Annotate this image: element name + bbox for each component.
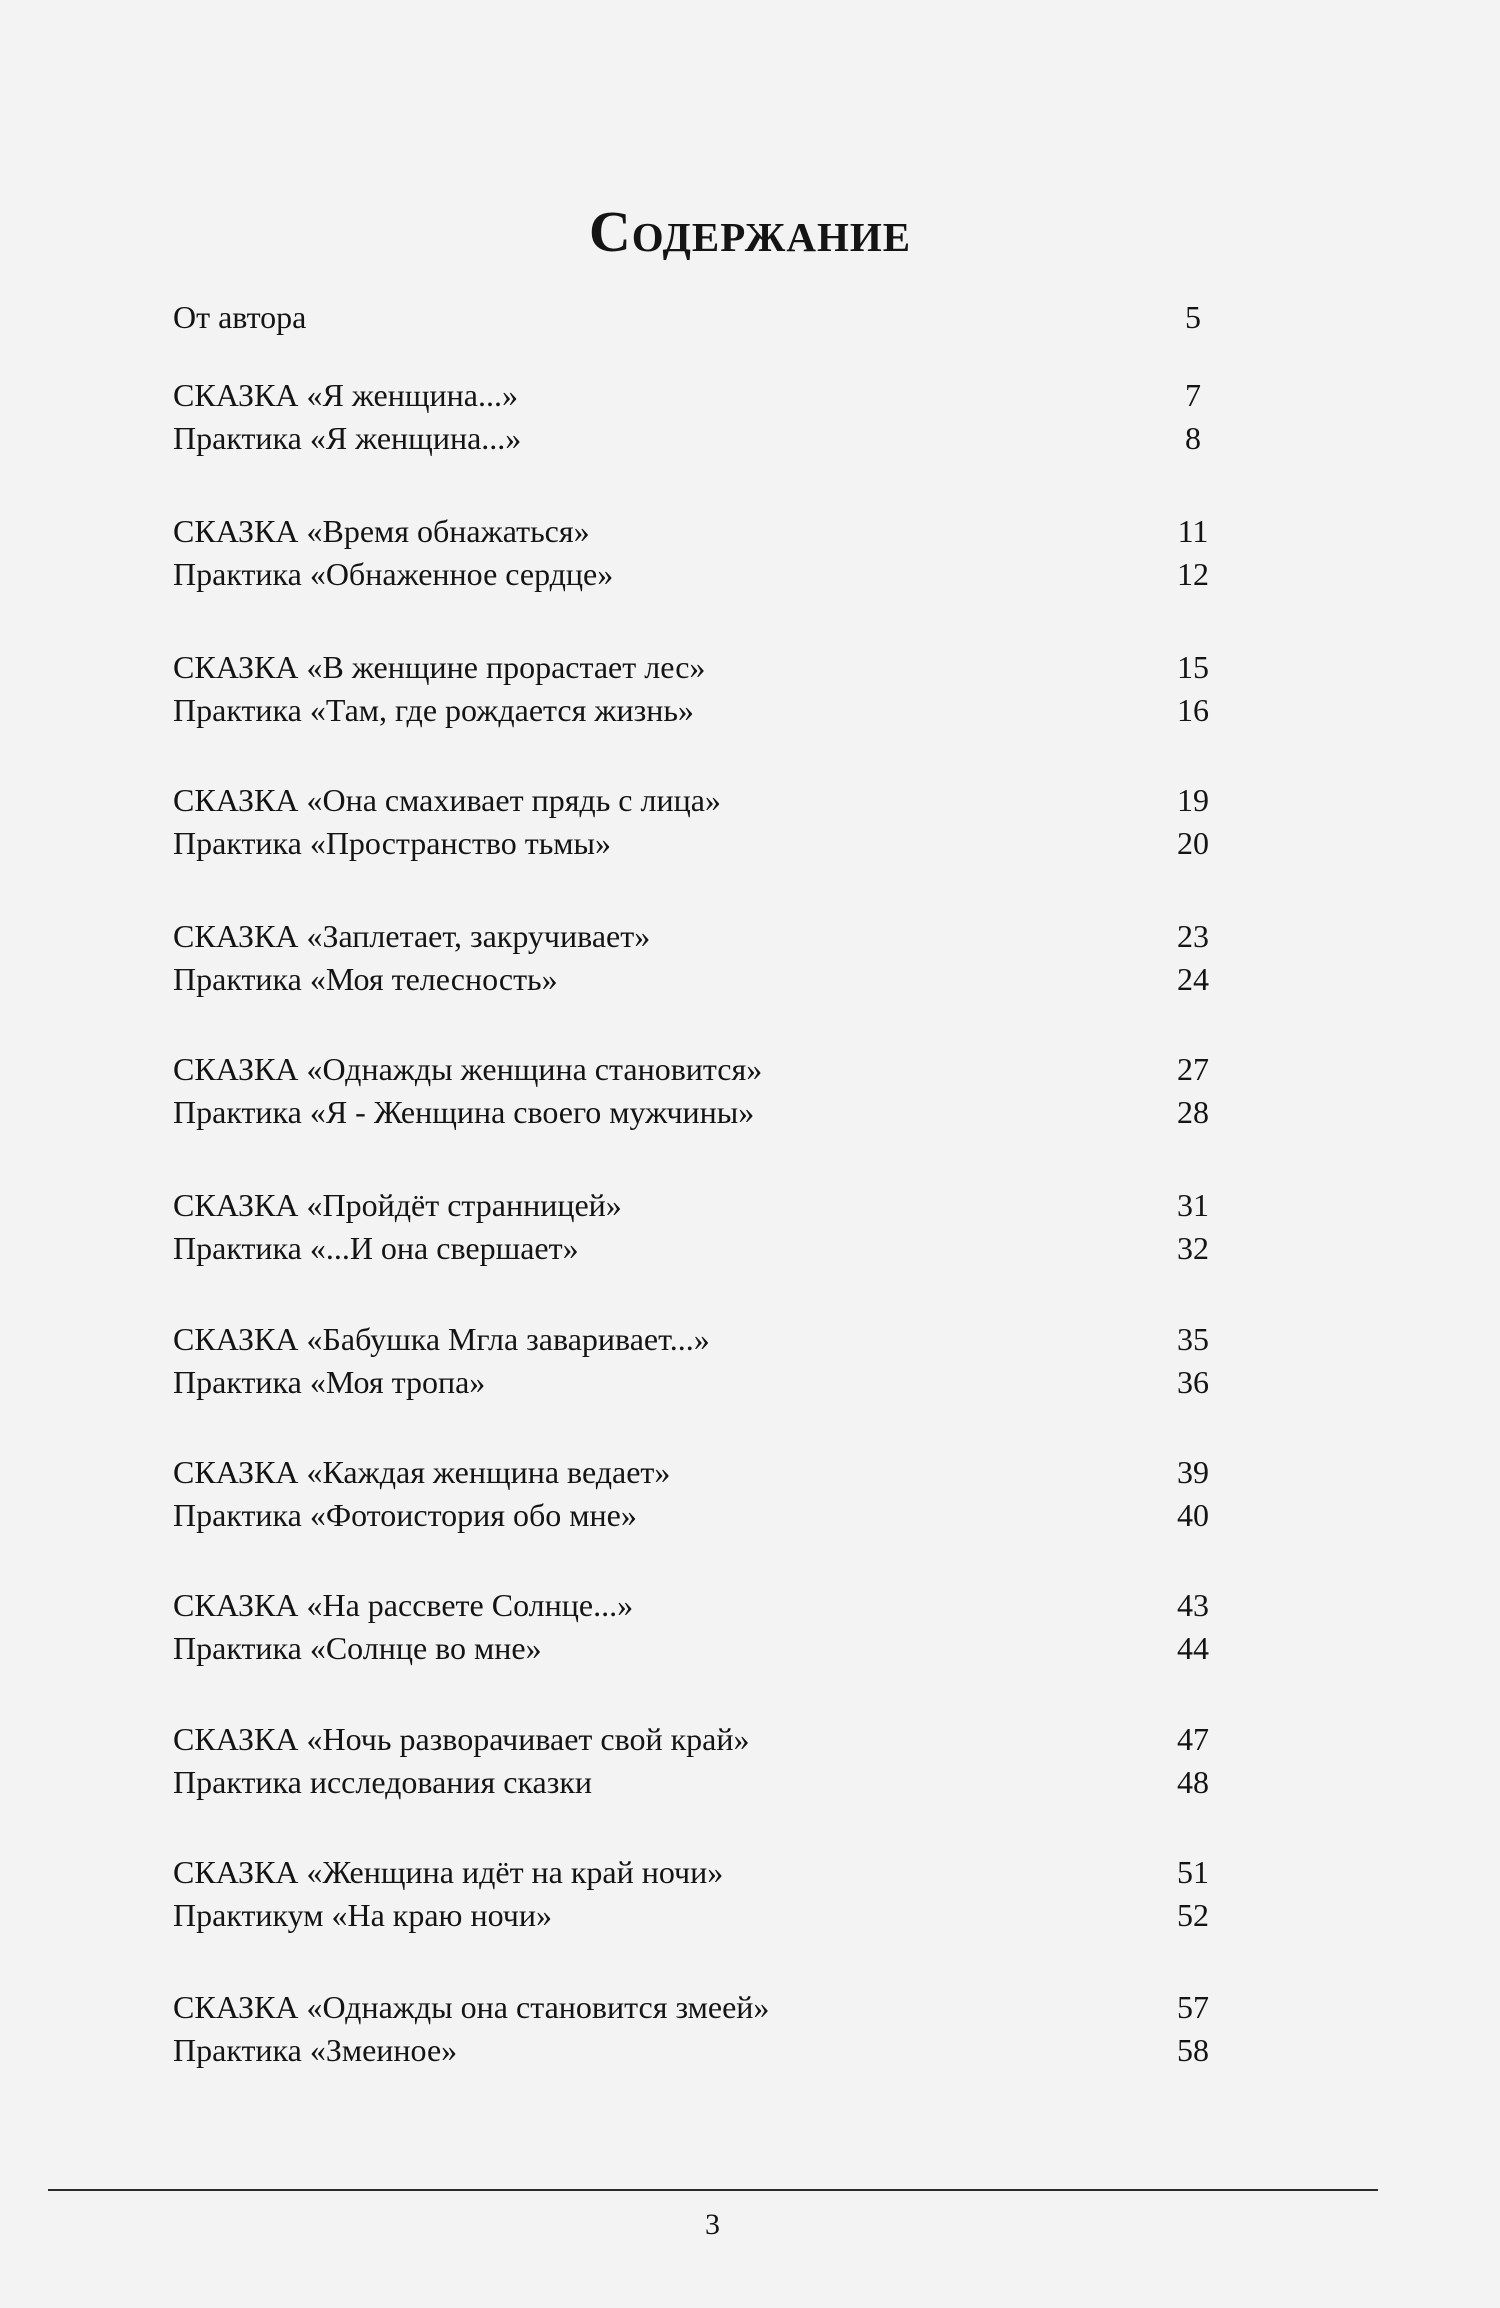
toc-entry-title: Практика «Я - Женщина своего мужчины» bbox=[173, 1094, 755, 1130]
page-number: 3 bbox=[705, 2208, 720, 2241]
toc-entry[interactable] bbox=[173, 1318, 1233, 1361]
toc-entry[interactable] bbox=[173, 1718, 1233, 1761]
toc-entry-page: 51 bbox=[1177, 1854, 1209, 1890]
toc-entry[interactable] bbox=[173, 374, 1233, 417]
toc-entry-title: Практика «Моя телесность» bbox=[173, 961, 558, 997]
toc-entry-page: 28 bbox=[1177, 1094, 1209, 1130]
toc-entry-title: СКАЗКА «Однажды женщина становится» bbox=[173, 1051, 763, 1087]
toc-entry[interactable] bbox=[173, 1894, 1233, 1937]
toc-entry-page: 52 bbox=[1177, 1897, 1209, 1933]
toc-group bbox=[173, 1451, 1233, 1537]
toc-entry[interactable] bbox=[173, 1091, 1233, 1134]
toc-entry-page: 5 bbox=[1185, 299, 1201, 335]
toc-entry[interactable] bbox=[173, 1627, 1233, 1670]
toc-entry[interactable] bbox=[173, 1584, 1233, 1627]
toc-entry[interactable] bbox=[173, 1986, 1233, 2029]
toc-entry-page: 57 bbox=[1177, 1989, 1209, 2025]
toc-group bbox=[173, 1318, 1233, 1404]
toc-entry-page: 36 bbox=[1177, 1364, 1209, 1400]
toc-entry-page: 8 bbox=[1185, 420, 1201, 456]
toc-entry-title: СКАЗКА «На рассвете Солнце...» bbox=[173, 1587, 634, 1623]
toc-group bbox=[173, 779, 1233, 865]
toc-entry-title: СКАЗКА «Пройдёт странницей» bbox=[173, 1187, 622, 1223]
toc-entry[interactable] bbox=[173, 779, 1233, 822]
toc-entry-title: Практика исследования сказки bbox=[173, 1764, 593, 1800]
footer-divider bbox=[48, 2189, 1378, 2191]
toc-group bbox=[173, 1584, 1233, 1670]
toc-entry-title: СКАЗКА «Однажды она становится змеей» bbox=[173, 1989, 770, 2025]
toc-entry-title: СКАЗКА «Она смахивает прядь с лица» bbox=[173, 782, 721, 818]
toc-group bbox=[173, 915, 1233, 1001]
toc-entry[interactable] bbox=[173, 915, 1233, 958]
toc-entry[interactable] bbox=[173, 553, 1233, 596]
toc-entry-page: 35 bbox=[1177, 1321, 1209, 1357]
toc-entry-title: Практика «Моя тропа» bbox=[173, 1364, 486, 1400]
toc-entry-page: 31 bbox=[1177, 1187, 1209, 1223]
page-title: Содержание bbox=[588, 199, 912, 264]
toc-entry-page: 23 bbox=[1177, 918, 1209, 954]
toc-entry-title: СКАЗКА «Ночь разворачивает свой край» bbox=[173, 1721, 750, 1757]
toc-entry[interactable] bbox=[173, 1361, 1233, 1404]
toc-entry[interactable] bbox=[173, 646, 1233, 689]
toc-entry-page: 47 bbox=[1177, 1721, 1209, 1757]
toc-entry-page: 39 bbox=[1177, 1454, 1209, 1490]
toc-entry-title: Практика «...И она свершает» bbox=[173, 1230, 579, 1266]
toc-group bbox=[173, 510, 1233, 596]
toc-entry[interactable] bbox=[173, 296, 1233, 339]
toc-entry-page: 43 bbox=[1177, 1587, 1209, 1623]
toc-entry[interactable] bbox=[173, 1761, 1233, 1804]
toc-entry-title: СКАЗКА «В женщине прорастает лес» bbox=[173, 649, 706, 685]
toc-entry[interactable] bbox=[173, 1851, 1233, 1894]
toc-group bbox=[173, 1184, 1233, 1270]
toc-group bbox=[173, 646, 1233, 732]
toc-entry-title: СКАЗКА «Я женщина...» bbox=[173, 377, 518, 413]
toc-entry-title: СКАЗКА «Заплетает, закручивает» bbox=[173, 918, 651, 954]
toc-entry-title: Практикум «На краю ночи» bbox=[173, 1897, 552, 1933]
toc-entry-page: 12 bbox=[1177, 556, 1209, 592]
toc-entry[interactable] bbox=[173, 510, 1233, 553]
toc-group bbox=[173, 1986, 1233, 2072]
toc-entry-title: Практика «Я женщина...» bbox=[173, 420, 522, 456]
toc-entry-page: 44 bbox=[1177, 1630, 1209, 1666]
toc-entry[interactable] bbox=[173, 417, 1233, 460]
toc-group bbox=[173, 374, 1233, 460]
toc-entry-title: СКАЗКА «Время обнажаться» bbox=[173, 513, 590, 549]
toc-group bbox=[173, 1048, 1233, 1134]
toc-entry-title: Практика «Фотоистория обо мне» bbox=[173, 1497, 637, 1533]
toc-entry-title: СКАЗКА «Бабушка Мгла заваривает...» bbox=[173, 1321, 710, 1357]
toc-entry-page: 15 bbox=[1177, 649, 1209, 685]
toc-entry-title: Практика «Солнце во мне» bbox=[173, 1630, 542, 1666]
toc-entry-title: СКАЗКА «Каждая женщина ведает» bbox=[173, 1454, 671, 1490]
toc-entry-page: 58 bbox=[1177, 2032, 1209, 2068]
toc-entry-title: Практика «Обнаженное сердце» bbox=[173, 556, 614, 592]
toc-entry-title: Практика «Змеиное» bbox=[173, 2032, 458, 2068]
toc-entry-title: Практика «Там, где рождается жизнь» bbox=[173, 692, 694, 728]
toc-entry[interactable] bbox=[173, 689, 1233, 732]
toc-entry[interactable] bbox=[173, 1451, 1233, 1494]
toc-entry-page: 11 bbox=[1177, 513, 1209, 549]
toc-entry-title: Практика «Пространство тьмы» bbox=[173, 825, 612, 861]
toc-entry-page: 48 bbox=[1177, 1764, 1209, 1800]
toc-entry-page: 24 bbox=[1177, 961, 1209, 997]
toc-entry-title: СКАЗКА «Женщина идёт на край ночи» bbox=[173, 1854, 724, 1890]
toc-group bbox=[173, 1718, 1233, 1804]
toc-entry-page: 32 bbox=[1177, 1230, 1209, 1266]
toc-entry[interactable] bbox=[173, 2029, 1233, 2072]
toc-entry-page: 7 bbox=[1185, 377, 1201, 413]
toc-entry-page: 16 bbox=[1177, 692, 1209, 728]
toc-entry[interactable] bbox=[173, 822, 1233, 865]
toc-entry-page: 27 bbox=[1177, 1051, 1209, 1087]
toc-entry-page: 20 bbox=[1177, 825, 1209, 861]
toc-group bbox=[173, 296, 1233, 339]
toc-group bbox=[173, 1851, 1233, 1937]
toc-entry-title: От автора bbox=[173, 299, 307, 335]
toc-entry-page: 40 bbox=[1177, 1497, 1209, 1533]
toc-entry[interactable] bbox=[173, 958, 1233, 1001]
toc-entry[interactable] bbox=[173, 1184, 1233, 1227]
toc-entry-page: 19 bbox=[1177, 782, 1209, 818]
toc-entry[interactable] bbox=[173, 1048, 1233, 1091]
toc-entry[interactable] bbox=[173, 1227, 1233, 1270]
toc-entry[interactable] bbox=[173, 1494, 1233, 1537]
